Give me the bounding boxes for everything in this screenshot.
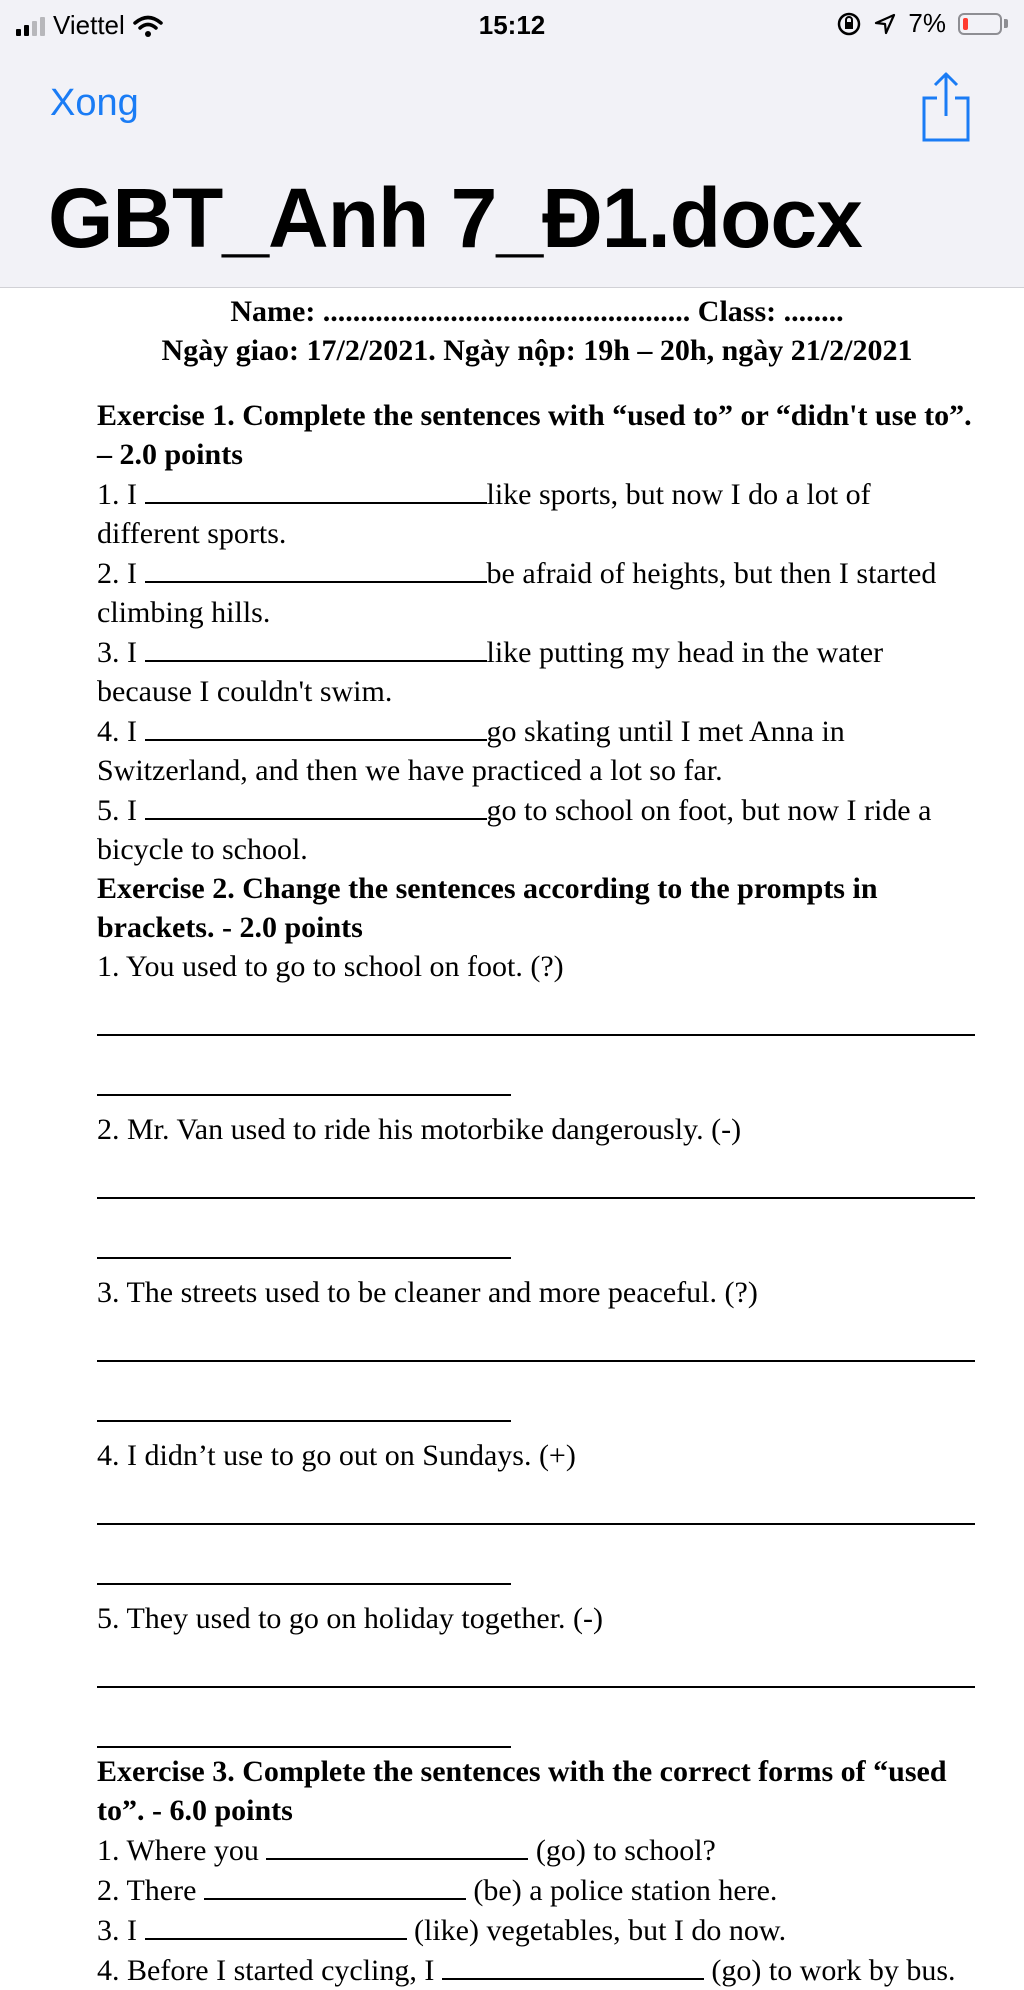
ex3-item: 1. Where you (go) to school? [97, 1830, 977, 1870]
battery-percent: 7% [908, 8, 946, 38]
answer-line[interactable] [97, 1521, 975, 1525]
ex3-item: 2. There (be) a police station here. [97, 1870, 977, 1910]
answer-blank[interactable] [145, 553, 487, 583]
ex2-item: 5. They used to go on holiday together. (-) [97, 1602, 604, 1635]
ex1-item: 4. I go skating until I met Anna in Switzerland, and then we have practiced a lot so far. [97, 711, 977, 790]
ex2-item: 4. I didn’t use to go out on Sundays. (+) [97, 1439, 576, 1472]
answer-blank[interactable] [145, 632, 487, 662]
exercise-1-title: Exercise 1. Complete the sentences with “used to” or “didn't use to”. – 2.0 points [97, 399, 972, 471]
answer-blank[interactable] [145, 474, 487, 504]
answer-line[interactable] [97, 1744, 511, 1748]
answer-blank[interactable] [266, 1830, 528, 1860]
ex2-item: 2. Mr. Van used to ride his motorbike dangerously. (-) [97, 1113, 742, 1146]
ex1-item: 5. I go to school on foot, but now I ride a bicycle to school. [97, 790, 977, 869]
ex3-item: 3. I (like) vegetables, but I do now. [97, 1910, 977, 1950]
name-class-line: Name: ................................................. Class: ........ [230, 295, 844, 328]
ex1-item: 3. I like putting my head in the water because I couldn't swim. [97, 632, 977, 711]
answer-line[interactable] [97, 1255, 511, 1259]
answer-line[interactable] [97, 1195, 975, 1199]
answer-line[interactable] [97, 1418, 511, 1422]
battery-tip [1004, 19, 1008, 28]
location-icon [874, 13, 896, 35]
ex1-item: 2. I be afraid of heights, but then I started climbing hills. [97, 553, 977, 632]
status-time: 15:12 [478, 10, 546, 40]
done-button[interactable]: Xong [50, 82, 139, 124]
ex1-item: 1. I like sports, but now I do a lot of different sports. [97, 474, 977, 553]
exercise-2-title: Exercise 2. Change the sentences according to the prompts in brackets. - 2.0 points [97, 872, 878, 944]
battery-icon [958, 13, 1002, 35]
status-right [836, 8, 1008, 39]
ex2-item: 3. The streets used to be cleaner and more peaceful. (?) [97, 1276, 758, 1309]
share-icon[interactable] [918, 70, 974, 144]
answer-blank[interactable] [145, 711, 487, 741]
answer-line[interactable] [97, 1684, 975, 1688]
exercise-3-title: Exercise 3. Complete the sentences with the correct forms of “used to”. - 6.0 points [97, 1755, 947, 1827]
navigation-bar [0, 52, 1024, 288]
document-title: GBT_Anh 7_Đ1.docx [48, 171, 862, 265]
orientation-lock-icon [836, 11, 862, 37]
ex3-item: 4. Before I started cycling, I (go) to work by bus. [97, 1950, 977, 1990]
ex2-item: 1. You used to go to school on foot. (?) [97, 950, 564, 983]
document-content [97, 292, 977, 1990]
answer-line[interactable] [97, 1092, 511, 1096]
carrier-label: Viettel [53, 10, 125, 40]
status-bar [0, 0, 1024, 52]
answer-line[interactable] [97, 1358, 975, 1362]
dates-line: Ngày giao: 17/2/2021. Ngày nộp: 19h – 20h, ngày 21/2/2021 [161, 334, 913, 367]
answer-line[interactable] [97, 1032, 975, 1036]
answer-blank[interactable] [204, 1870, 466, 1900]
answer-blank[interactable] [442, 1950, 704, 1980]
answer-line[interactable] [97, 1581, 511, 1585]
answer-blank[interactable] [145, 1910, 407, 1940]
answer-blank[interactable] [145, 790, 487, 820]
